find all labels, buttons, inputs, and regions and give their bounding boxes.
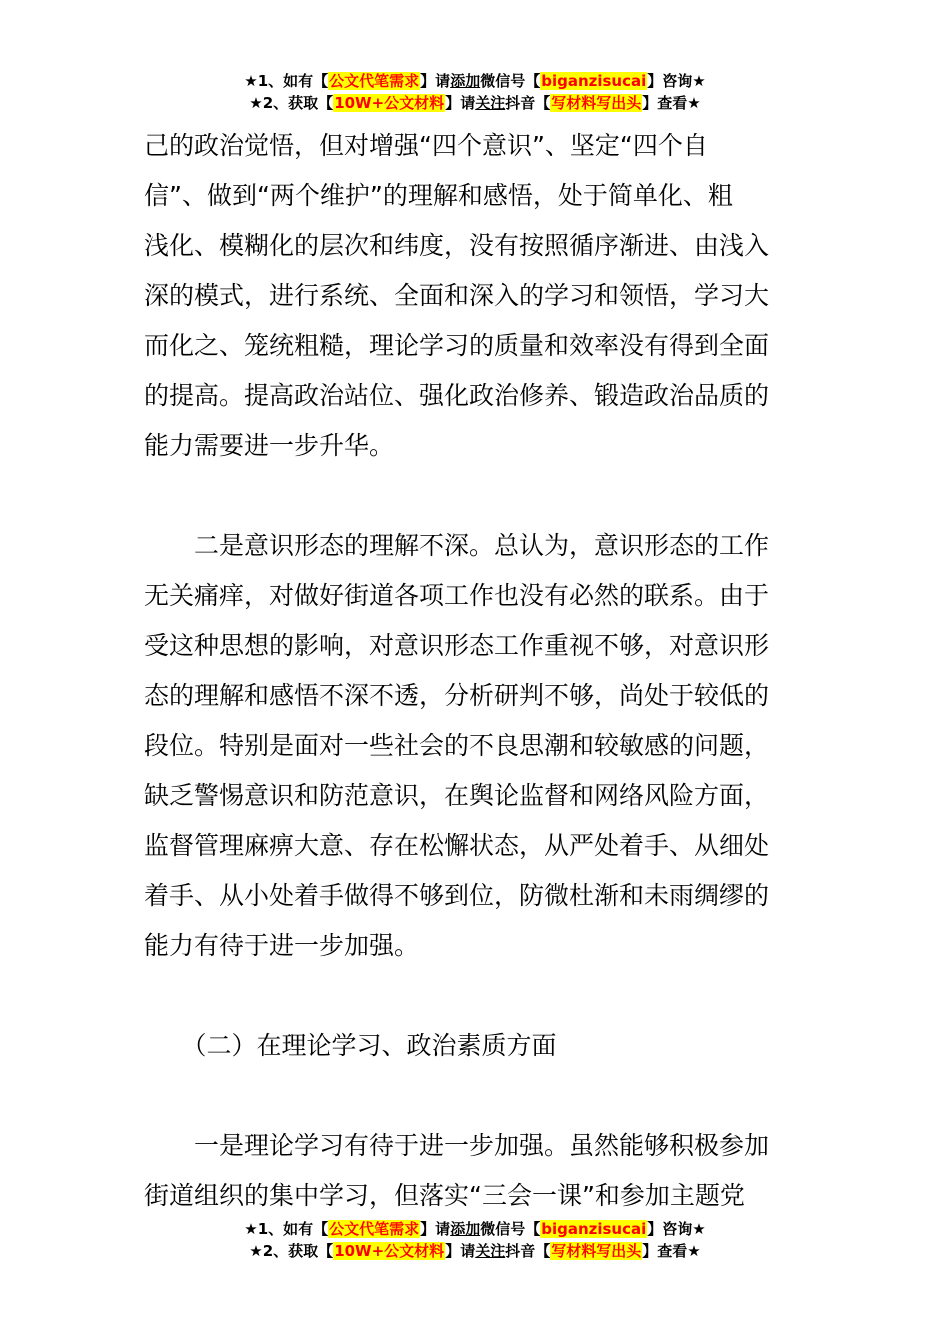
footer-line2-highlight-douyin: 写材料写出头 (551, 1242, 642, 1260)
body-line: 街道组织的集中学习，但落实“三会一课”和参加主题党 (144, 1181, 745, 1210)
body-line: 态的理解和感悟不深不透，分析研判不够，尚处于较低的 (144, 681, 770, 710)
header-line2-mid2: 抖音【 (505, 94, 551, 112)
body-line: 受这种思想的影响，对意识形态工作重视不够，对意识形 (144, 631, 770, 660)
body-line: 信”、做到“两个维护”的理解和感悟，处于简单化、粗 (144, 181, 733, 210)
footer-line2-highlight-materials: 10W+公文材料 (334, 1242, 445, 1260)
body-line: 一是理论学习有待于进一步加强。虽然能够积极参加 (144, 1131, 770, 1160)
header-line1-prefix: ★1、如有【 (244, 72, 329, 90)
footer-line1-mid1: 】请 (420, 1220, 451, 1238)
header-line2-highlight-materials: 10W+公文材料 (334, 94, 445, 112)
footer-line2-prefix: ★2、获取【 (249, 1242, 334, 1260)
paragraph-gap (144, 471, 814, 521)
body-line: 监督管理麻痹大意、存在松懈状态，从严处着手、从细处 (144, 831, 770, 860)
body-line: 浅化、模糊化的层次和纬度，没有按照循序渐进、由浅入 (144, 231, 770, 260)
body-line: 己的政治觉悟，但对增强“四个意识”、坚定“四个自 (144, 131, 708, 160)
body-line: 而化之、笼统粗糙，理论学习的质量和效率没有得到全面 (144, 331, 770, 360)
header-line1-highlight-service: 公文代笔需求 (329, 72, 420, 90)
body-line: 深的模式，进行系统、全面和深入的学习和领悟，学习大 (144, 281, 770, 310)
footer-line2-suffix: 】查看★ (642, 1242, 701, 1260)
body-line: 二是意识形态的理解不深。总认为，意识形态的工作 (144, 531, 770, 560)
body-line: 段位。特别是面对一些社会的不良思潮和较敏感的问题， (144, 731, 770, 760)
body-line: 缺乏警惕意识和防范意识，在舆论监督和网络风险方面， (144, 781, 770, 810)
paragraph-gap (144, 1071, 814, 1121)
footer-line2-mid2: 抖音【 (505, 1242, 551, 1260)
footer-banner-line-2 (0, 1240, 950, 1262)
paragraph-gap (144, 971, 814, 1021)
header-line2-suffix: 】查看★ (642, 94, 701, 112)
section-heading: （二）在理论学习、政治素质方面 (144, 1031, 557, 1060)
document-body (144, 121, 814, 1221)
header-banner-line-2 (0, 92, 950, 114)
body-line: 无关痛痒，对做好街道各项工作也没有必然的联系。由于 (144, 581, 770, 610)
header-line2-prefix: ★2、获取【 (249, 94, 334, 112)
body-line: 能力需要进一步升华。 (144, 431, 395, 460)
header-banner-line-1 (0, 70, 950, 92)
footer-line1-mid2: 微信号【 (480, 1220, 541, 1238)
header-line2-underlined: 关注 (475, 94, 506, 112)
header-line2-highlight-douyin: 写材料写出头 (551, 94, 642, 112)
footer-line2-mid1: 】请 (445, 1242, 476, 1260)
header-line1-highlight-wechat: biganzisucai (541, 72, 647, 90)
footer-line1-highlight-service: 公文代笔需求 (329, 1220, 420, 1238)
footer-banner (0, 1218, 950, 1262)
body-line: 能力有待于进一步加强。 (144, 931, 420, 960)
header-line1-mid1: 】请 (420, 72, 451, 90)
header-banner (0, 70, 950, 114)
footer-line2-underlined: 关注 (475, 1242, 506, 1260)
header-line2-mid1: 】请 (445, 94, 476, 112)
body-line: 的提高。提高政治站位、强化政治修养、锻造政治品质的 (144, 381, 770, 410)
footer-line1-highlight-wechat: biganzisucai (541, 1220, 647, 1238)
body-line: 着手、从小处着手做得不够到位，防微杜渐和未雨绸缪的 (144, 881, 770, 910)
footer-line1-suffix: 】咨询★ (647, 1220, 706, 1238)
footer-line1-prefix: ★1、如有【 (244, 1220, 329, 1238)
header-line1-underlined: 添加 (450, 72, 481, 90)
footer-banner-line-1 (0, 1218, 950, 1240)
footer-line1-underlined: 添加 (450, 1220, 481, 1238)
header-line1-suffix: 】咨询★ (647, 72, 706, 90)
header-line1-mid2: 微信号【 (480, 72, 541, 90)
